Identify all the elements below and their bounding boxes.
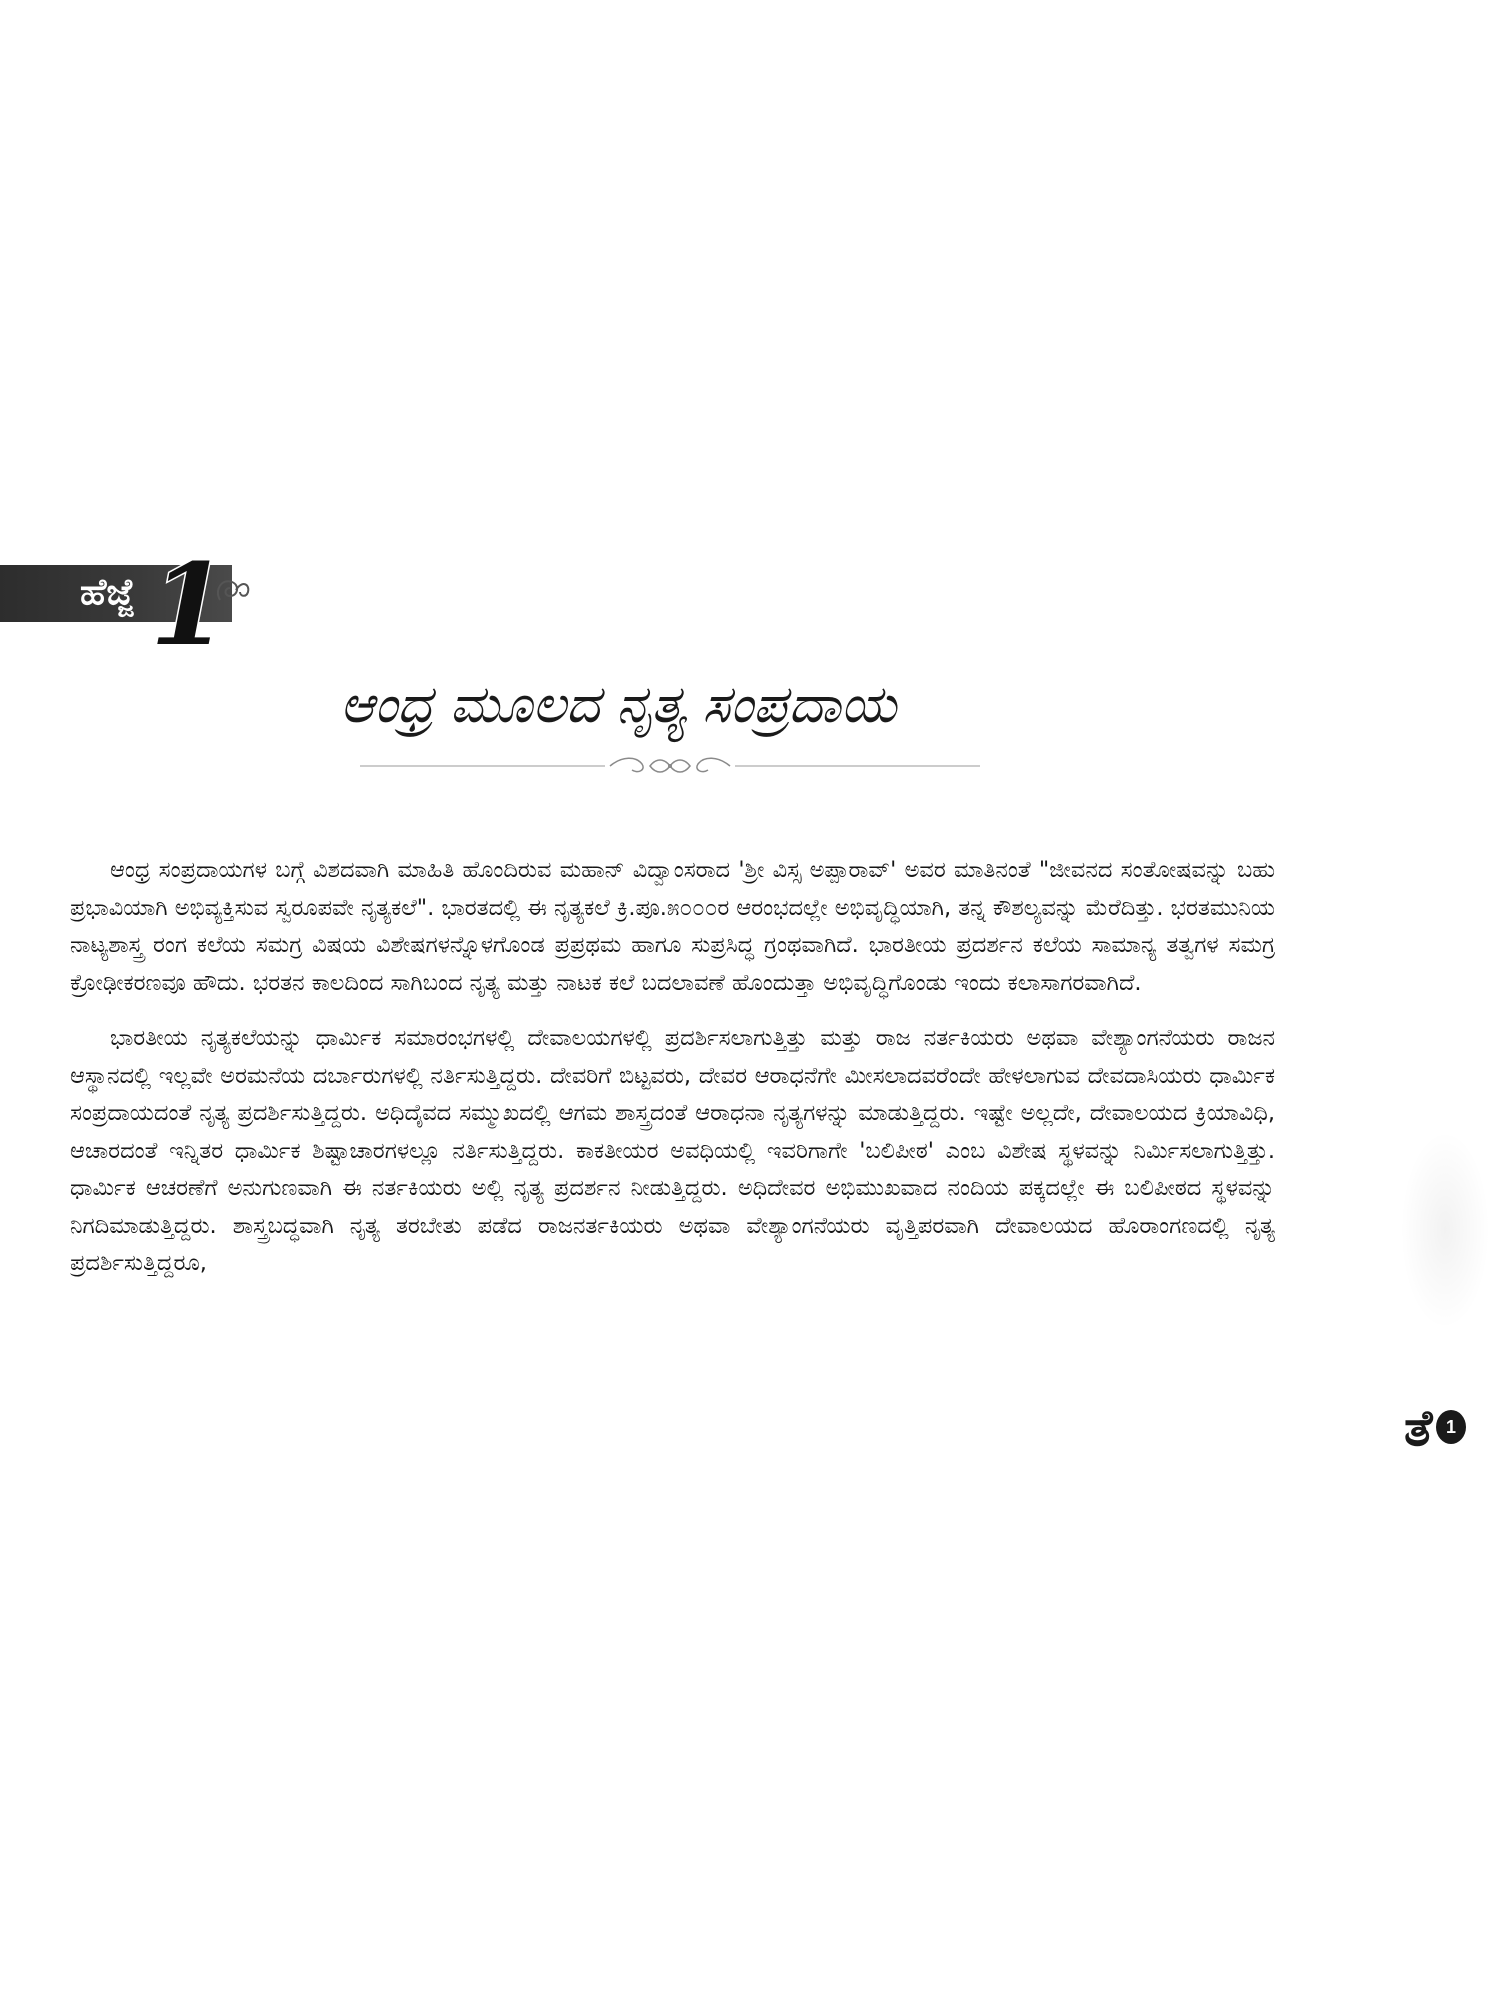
chapter-flourish-icon	[212, 560, 252, 620]
paragraph: ಭಾರತೀಯ ನೃತ್ಯಕಲೆಯನ್ನು ಧಾರ್ಮಿಕ ಸಮಾರಂಭಗಳಲ್ಲಿ ದೇವಾಲಯಗಳಲ್ಲಿ ಪ್ರದರ್ಶಿಸಲಾಗುತ್ತಿತ್ತು ಮತ್ತು ರಾಜ ನರ್ತಕಿಯರು ಅಥವಾ ವೇಶ್ಯಾಂಗನೆಯರು ರಾಜನ ಆಸ್ಥಾನದಲ್ಲಿ ಇಲ್ಲವೇ ಅರಮನೆಯ ದರ್ಬಾರುಗಳಲ್ಲಿ ನರ್ತಿಸುತ್ತಿದ್ದರು. ದೇವರಿಗೆ ಬಿಟ್ಟವರು, ದೇವರ ಆರಾಧನೆಗೇ ಮೀಸಲಾದವರೆಂದೇ ಹೇಳಲಾಗುವ ದೇವದಾಸಿಯರು ಧಾರ್ಮಿಕ ಸಂಪ್ರದಾಯದಂತೆ ನೃತ್ಯ ಪ್ರದರ್ಶಿಸುತ್ತಿದ್ದರು. ಅಧಿದೈವದ ಸಮ್ಮುಖದಲ್ಲಿ ಆಗಮ ಶಾಸ್ತ್ರದಂತೆ ಆರಾಧನಾ ನೃತ್ಯಗಳನ್ನು ಮಾಡುತ್ತಿದ್ದರು. ಇಷ್ಟೇ ಅಲ್ಲದೇ, ದೇವಾಲಯದ ಕ್ರಿಯಾವಿಧಿ, ಆಚಾರದಂತೆ ಇನ್ನಿತರ ಧಾರ್ಮಿಕ ಶಿಷ್ಟಾಚಾರಗಳಲ್ಲೂ ನರ್ತಿಸುತ್ತಿದ್ದರು. ಕಾಕತೀಯರ ಅವಧಿಯಲ್ಲಿ ಇವರಿಗಾಗೇ 'ಬಲಿಪೀಠ' ಎಂಬ ವಿಶೇಷ ಸ್ಥಳವನ್ನು ನಿರ್ಮಿಸಲಾಗುತ್ತಿತ್ತು. ಧಾರ್ಮಿಕ ಆಚರಣೆಗೆ ಅನುಗುಣವಾಗಿ ಈ ನರ್ತಕಿಯರು ಅಲ್ಲಿ ನೃತ್ಯ ಪ್ರದರ್ಶನ ನೀಡುತ್ತಿದ್ದರು. ಅಧಿದೇವರ ಅಭಿಮುಖವಾದ ನಂದಿಯ ಪಕ್ಕದಲ್ಲೇ ಈ ಬಲಿಪೀಠದ ಸ್ಥಳವನ್ನು ನಿಗದಿಮಾಡುತ್ತಿದ್ದರು. ಶಾಸ್ತ್ರಬದ್ಧವಾಗಿ ನೃತ್ಯ ತರಬೇತು ಪಡೆದ ರಾಜನರ್ತಕಿಯರು ಅಥವಾ ವೇಶ್ಯಾಂಗನೆಯರು ವೃತ್ತಿಪರವಾಗಿ ದೇವಾಲಯದ ಹೊರಾಂಗಣದಲ್ಲಿ ನೃತ್ಯ ಪ್ರದರ್ಶಿಸುತ್ತಿದ್ದರೂ,	[70, 1025, 1275, 1276]
body-text	[70, 852, 1275, 1301]
page-marker	[1404, 1398, 1484, 1458]
page-number: 1	[1436, 1410, 1466, 1444]
chapter-title: ಆಂಧ್ರ ಮೂಲದ ನೃತ್ಯ ಸಂಪ್ರದಾಯ	[340, 675, 897, 735]
page-marker-letter: ತೆ	[1404, 1399, 1433, 1457]
chapter-number: 1	[150, 540, 228, 671]
scan-smudge	[1400, 1130, 1490, 1330]
ornamental-divider	[360, 752, 980, 780]
chapter-label: ಹೆಜ್ಜೆ	[80, 572, 135, 613]
paragraph: ಆಂಧ್ರ ಸಂಪ್ರದಾಯಗಳ ಬಗ್ಗೆ ವಿಶದವಾಗಿ ಮಾಹಿತಿ ಹೊಂದಿರುವ ಮಹಾನ್ ವಿದ್ವಾಂಸರಾದ 'ಶ್ರೀ ವಿಸ್ಸ ಅಪ್ಪಾರಾವ್' ಅವರ ಮಾತಿನಂತೆ "ಜೀವನದ ಸಂತೋಷವನ್ನು ಬಹು ಪ್ರಭಾವಿಯಾಗಿ ಅಭಿವ್ಯಕ್ತಿಸುವ ಸ್ವರೂಪವೇ ನೃತ್ಯಕಲೆ". ಭಾರತದಲ್ಲಿ ಈ ನೃತ್ಯಕಲೆ ಕ್ರಿ.ಪೂ.೫೦೦೦ರ ಆರಂಭದಲ್ಲೇ ಅಭಿವೃದ್ಧಿಯಾಗಿ, ತನ್ನ ಕೌಶಲ್ಯವನ್ನು ಮೆರೆದಿತ್ತು. ಭರತಮುನಿಯ ನಾಟ್ಯಶಾಸ್ತ್ರ ರಂಗ ಕಲೆಯ ಸಮಗ್ರ ವಿಷಯ ವಿಶೇಷಗಳನ್ನೊಳಗೊಂಡ ಪ್ರಪ್ರಥಮ ಹಾಗೂ ಸುಪ್ರಸಿದ್ಧ ಗ್ರಂಥವಾಗಿದೆ. ಭಾರತೀಯ ಪ್ರದರ್ಶನ ಕಲೆಯ ಸಾಮಾನ್ಯ ತತ್ವಗಳ ಸಮಗ್ರ ಕ್ರೋಢೀಕರಣವೂ ಹೌದು. ಭರತನ ಕಾಲದಿಂದ ಸಾಗಿಬಂದ ನೃತ್ಯ ಮತ್ತು ನಾಟಕ ಕಲೆ ಬದಲಾವಣೆ ಹೊಂದುತ್ತಾ ಅಭಿವೃದ್ಧಿಗೊಂಡು ಇಂದು ಕಲಾಸಾಗರವಾಗಿದೆ.	[70, 857, 1275, 996]
